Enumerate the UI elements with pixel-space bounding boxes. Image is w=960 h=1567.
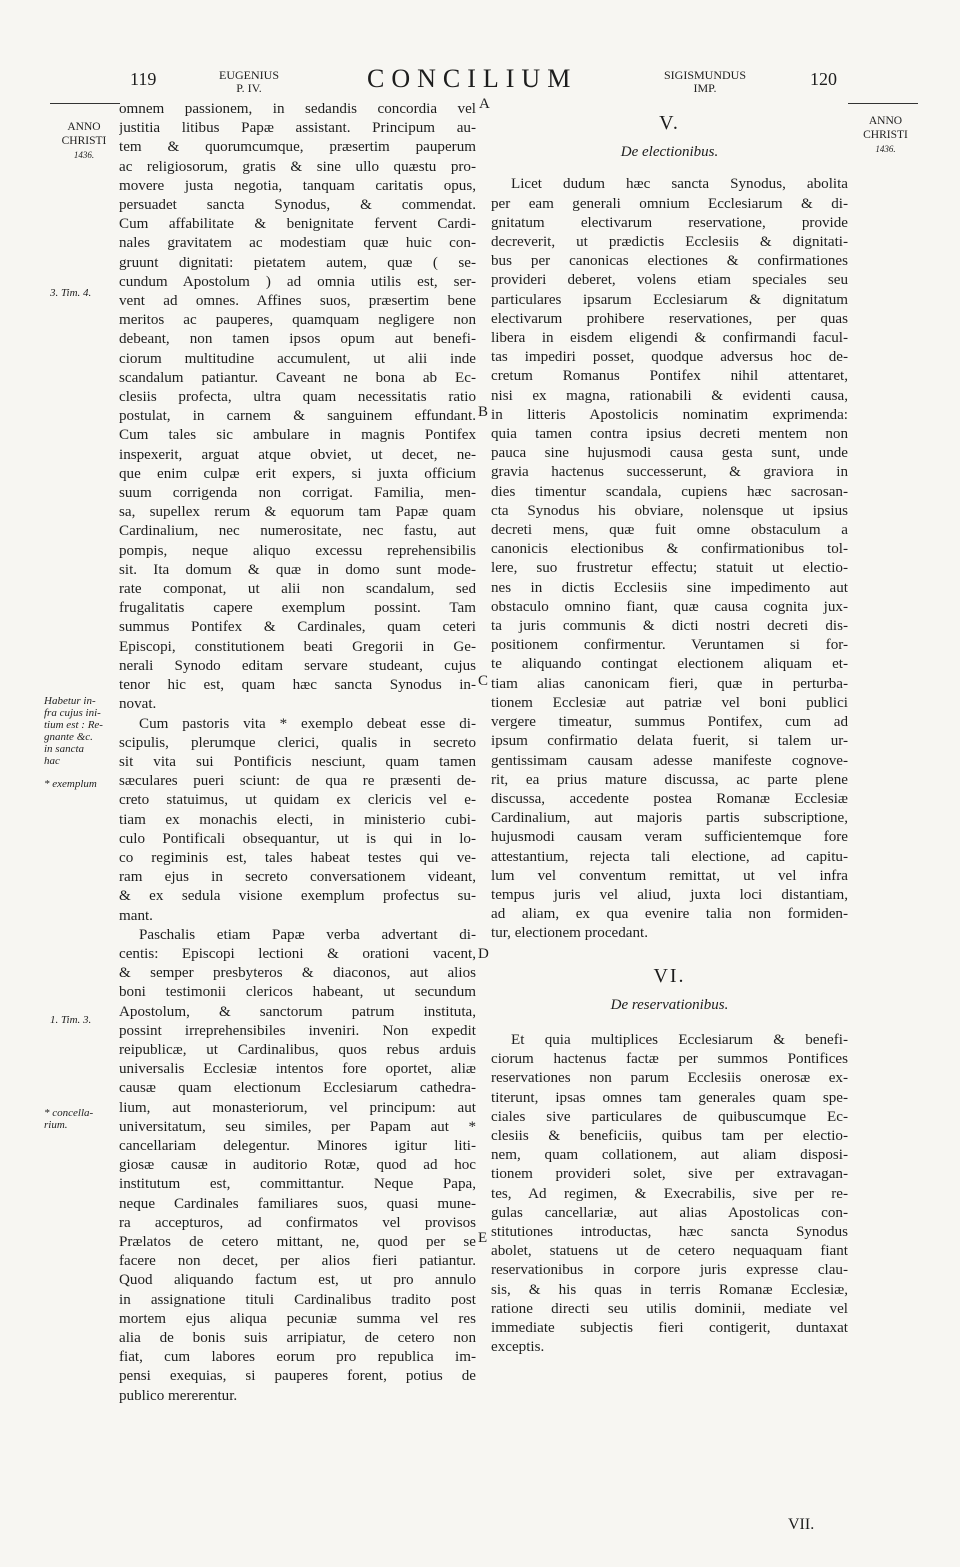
text-line: pauca sine hujusmodi causa gesta sunt, unde: [491, 445, 848, 462]
section-letter-e: E: [478, 1230, 488, 1246]
text-line: suum corrigenda non corrigat. Familia, men-: [119, 485, 476, 502]
text-line: gulas cancellariæ, aut alias Apostolicas con-: [491, 1204, 848, 1221]
text-line: stitutiones introductas, hæc sancta Synodus: [491, 1223, 848, 1240]
year-note-right-line: CHRISTI: [863, 129, 908, 141]
text-line: vent ad omnes. Affines suos, præsertim bene: [119, 293, 476, 310]
catchword: VII.: [788, 1516, 815, 1533]
text-line: ra accepturos, ad confirmatos vel provisos: [119, 1214, 476, 1231]
header-rule-right: [848, 103, 918, 104]
text-line: pompis, neque aliquo excessu reprehensibilis: [119, 542, 476, 559]
text-line: causæ quam electionum Ecclesiarum cathedra-: [119, 1080, 476, 1097]
text-line: in litteris Apostolicis nominatim exprimenda:: [491, 406, 848, 423]
text-line: Licet dudum hæc sancta Synodus, abolita: [511, 176, 848, 193]
section-vi-text: [491, 1031, 848, 1357]
text-line: & semper presbyteros & diaconos, aut alios: [119, 965, 476, 982]
year-note-left-line: CHRISTI: [61, 135, 107, 147]
right-column: [491, 100, 848, 1357]
text-line: giosæ causæ in auditorio Rotæ, quod ad hoc: [119, 1157, 476, 1174]
text-line: ratione directi seu utilis dominii, mediate vel: [491, 1300, 848, 1317]
section-vi-title: De reservationibus.: [610, 996, 729, 1013]
running-head-left: [214, 69, 284, 95]
margin-note-concellarium: [44, 1107, 118, 1131]
text-line: titerunt, ipsas omnes tam generales quam spe-: [491, 1089, 848, 1106]
text-line: possint irreprehensibiles inveniri. Non expedit: [119, 1022, 476, 1039]
text-line: ram ejus in secreto conversationem videant,: [119, 869, 476, 886]
text-line: cancellariam delegentur. Minores igitur liti-: [119, 1137, 476, 1154]
margin-note-line: tium est : Re-: [44, 719, 103, 731]
page-title: CONCILIUM: [367, 64, 578, 93]
text-line: omnem passionem, in sedandis concordia vel: [119, 101, 476, 117]
text-line: universalis Ecclesiæ intentos fore oportet, aliæ: [119, 1061, 476, 1078]
text-line: cundum Apostolum ) ad omnia utilis est, ser-: [119, 273, 476, 290]
text-line: hujusmodi causam veram sufficientemque fore: [491, 829, 848, 846]
text-line: tas impediri posset, quodque adversus hoc de-: [491, 349, 848, 366]
margin-note-line: hac: [44, 755, 60, 767]
text-line: nerali Synodo editam servare studeant, cujus: [119, 657, 476, 674]
text-line: Et quia multiplices Ecclesiarum & benefi-: [511, 1031, 848, 1048]
text-line: frugalitatis capere exemplum possint. Tam: [119, 600, 476, 617]
text-line: tiam alias canonicam fieri, quæ in perturba-: [491, 675, 848, 692]
text-line: gnitatum electivarum reservatione, provide: [491, 214, 848, 231]
text-line: lium, aut monasteriorum, vel principum: aut: [119, 1099, 476, 1116]
year-note-right-line: ANNO: [868, 115, 903, 127]
text-line: sa, supellex rerum & equorum tam Papæ quam: [119, 504, 476, 521]
text-line: nales gravitatem ac modestiam quæ huic con-: [119, 235, 476, 252]
text-line: meritos ac pauperes, quamquam negligere non: [119, 312, 476, 329]
year-note-left-year: 1436.: [73, 150, 95, 160]
text-line: clesiis profecta, ultra quam necessitatis ratio: [119, 389, 476, 406]
text-line: electivarum prohibere reservationes, per quas: [491, 310, 848, 327]
text-line: scipulis, plerumque clerici, qualis in secreto: [119, 734, 476, 751]
text-line: vergere timeatur, summus Pontifex, cum ad: [491, 714, 848, 731]
text-line: neque Cardinales familiares suos, quasi mune-: [119, 1195, 476, 1212]
text-line: centis: Episcopi lectioni & orationi vacent,: [119, 945, 476, 962]
text-line: gruunt dignitati: pietatem autem, quæ ( se-: [119, 254, 476, 271]
text-line: sæculares pueri sciunt: de qua re præsenti de-: [119, 773, 476, 790]
text-line: ciales sive particulares de quibuscumque Ec-: [491, 1108, 848, 1125]
text-line: sit. Ita domum & quæ in domo sunt mode-: [119, 561, 476, 578]
page-number-left: 119: [130, 69, 157, 89]
text-line: tur, electionem procedant.: [491, 925, 648, 942]
running-head-right-line: SIGISMUNDUS: [663, 68, 746, 82]
text-line: tempus juris vel aliud, juxta loci distantiam,: [491, 886, 848, 903]
running-head-right-line: IMP.: [693, 81, 717, 95]
text-line: ta juris communis & dicti nostri decreti dis-: [491, 618, 848, 635]
text-line: Episcopi, constitutionem beati Gregorii in Ge-: [119, 638, 476, 655]
text-line: tionem Ecclesiæ aut patriæ vel boni publici: [491, 694, 848, 711]
text-line: ac religiosorum, gratis & sine ullo quæstu pro-: [119, 158, 476, 175]
text-line: tenor hic est, quam hæc sancta Synodus in-: [119, 677, 476, 694]
text-line: publico mererentur.: [119, 1387, 238, 1404]
section-vi-number: VI.: [653, 964, 686, 987]
text-line: abolet, statuens ut de cetero nequaquam fiant: [491, 1243, 848, 1260]
text-line: summus Pontifex & Cardinales, quam ceteri: [119, 619, 476, 636]
text-line: mant.: [119, 907, 153, 924]
text-line: provideri deberet, volens etiam speciales seu: [491, 272, 848, 289]
text-line: sis, & his quas in terris Romanæ Ecclesiæ,: [491, 1281, 848, 1298]
text-line: mortem ejus aliqua pecuniæ summa vel res: [119, 1310, 476, 1327]
margin-ref-tim-4: 3. Tim. 4.: [50, 287, 92, 299]
text-line: culo Pontificali obsequantur, ut is qui in lo-: [119, 830, 476, 847]
section-letter-b: B: [478, 404, 489, 420]
text-line: particulares ipsarum Ecclesiarum & dignitatum: [491, 291, 848, 308]
text-line: quia tamen contra ipsius decreti mentem non: [491, 426, 848, 443]
text-line: nisi ex magna, rationabili & evidenti causa,: [491, 387, 848, 404]
running-head-left-line: EUGENIUS: [219, 68, 279, 82]
text-line: postulat, in carnem & sanguinem effundant.: [119, 408, 476, 425]
text-line: Cum pastoris vita * exemplo debeat esse di-: [139, 715, 476, 732]
text-line: canonicis electionibus & confirmationibus tol-: [491, 541, 848, 558]
text-line: Cum affabilitate & benignitate fervent Cardi-: [119, 216, 476, 233]
text-line: Quod aliquando factum est, ut pro annulo: [119, 1272, 476, 1289]
year-note-left: [48, 120, 120, 162]
text-line: scandalum patiantur. Caveant ne bona ab Ec-: [119, 369, 476, 386]
section-v-title: De electionibus.: [620, 144, 719, 161]
text-line: Paschalis etiam Papæ verba advertant di-: [139, 926, 476, 943]
text-line: obstaculo omnino fiant, quæ causa cognita jux-: [491, 598, 848, 615]
text-line: movere justa negotia, tanquam caritatis opus,: [119, 177, 476, 194]
text-line: in assignatione tituli Cardinalibus tradito post: [119, 1291, 476, 1308]
text-line: discussa, accedente postea Romanæ Ecclesiæ: [491, 790, 848, 807]
text-line: bus per canonicas electiones & confirmationes: [491, 253, 848, 270]
year-note-left-line: ANNO: [67, 121, 101, 133]
text-line: decreti mens, quæ fuit omne obstaculum a: [491, 522, 848, 539]
margin-note-line: fra cujus ini-: [44, 707, 101, 719]
text-line: clesiis & beneficiis, quibus tam per electio-: [491, 1127, 848, 1144]
margin-note-gregory: [44, 695, 118, 767]
text-line: sit vita sui Pontificis nesciunt, quam tamen: [119, 753, 476, 770]
text-line: lum vel conventum remittat, ut vel infra: [491, 867, 848, 884]
left-column: [119, 100, 476, 1406]
margin-note-line: rium.: [44, 1119, 68, 1131]
margin-note-line: * concella-: [44, 1107, 94, 1119]
text-line: exceptis.: [491, 1339, 545, 1356]
text-line: ad aliam, ex qua evenire talia non formiden-: [491, 906, 848, 923]
text-line: gravia hactenus successerunt, & graviora in: [491, 464, 848, 481]
margin-note-line: in sancta: [44, 743, 85, 755]
running-head-right: [650, 69, 760, 95]
text-line: Cum tales sic ambulare in magnis Pontifex: [119, 427, 476, 444]
text-line: rit, ea prius mature discussa, ac parte plene: [491, 771, 848, 788]
text-line: tionem provideri solet, sive per extravagan-: [491, 1166, 848, 1183]
text-line: fiat, cum labores eorum pro republica im-: [119, 1349, 476, 1366]
text-line: novat.: [119, 696, 157, 713]
year-note-right-year: 1436.: [875, 144, 896, 154]
text-line: institutum est, committantur. Neque Papa,: [119, 1176, 476, 1193]
header-rule-left: [50, 103, 120, 104]
text-line: per eam generali omnium Ecclesiarum & di-: [491, 195, 848, 212]
text-line: debeant, non tamen ipsos opum aut benefi-: [119, 331, 476, 348]
text-line: ciorum hactenus factæ per summos Pontifices: [491, 1051, 848, 1068]
text-line: Cardinalium, aut majoris partis subscriptione,: [491, 810, 848, 827]
text-line: attestantium, rejecta tali electione, ad capitu-: [491, 848, 848, 865]
text-line: Cardinalium, nec numerositate, nec fastu, aut: [119, 523, 476, 540]
text-line: tiam ex monachis electi, in ministerio cubi-: [119, 811, 476, 828]
text-line: decreverit, ut prædictis Ecclesiis & dignitati-: [491, 234, 848, 251]
text-line: ciorum multitudine accumulent, ut alii inde: [119, 350, 476, 367]
text-line: dies timentur scandala, cupiens hæc sacrosan-: [491, 483, 848, 500]
margin-note-line: gnante &c.: [44, 731, 93, 743]
text-line: libera in eisdem eligendi & confirmandi facul-: [491, 330, 848, 347]
text-line: facere non decet, per alios fieri patiantur.: [119, 1253, 476, 1270]
text-line: nem, quam collationem, aut aliam disposi-: [491, 1147, 848, 1164]
text-line: & ex sedula visione exemplum profectus su-: [119, 888, 476, 905]
text-line: nes in dictis Ecclesiis sine impedimento aut: [491, 579, 848, 596]
text-line: positionem confirmentur. Veruntamen si for-: [491, 637, 848, 654]
text-line: pensi exequias, si pauperes forent, potius de: [119, 1368, 476, 1385]
margin-note-line: Habetur in-: [44, 695, 96, 707]
text-line: immediate subjectis fieri contigerit, duntaxat: [491, 1319, 848, 1336]
section-letter-a: A: [479, 96, 490, 112]
text-line: que enim culpæ erit expers, si juxta officium: [119, 465, 476, 482]
section-v-text: [491, 175, 848, 943]
section-v-number: V.: [659, 112, 680, 134]
text-line: creto statuimus, ut quidam ex clericis vel e-: [119, 792, 476, 809]
text-line: cretum Romanus Pontifex nihil attentaret,: [491, 368, 848, 385]
text-line: co regiminis est, tales habeat testes qui ve-: [119, 849, 476, 866]
text-line: lere, suo frustretur effectu; statuit ut electio-: [491, 560, 848, 577]
text-line: reservationes non parum Ecclesiis onerosæ ex-: [491, 1070, 848, 1087]
text-line: reservationibus in corpore juris expresse clau-: [491, 1262, 848, 1279]
text-line: universitatum, seu similes, per Papam aut *: [119, 1118, 476, 1135]
page-number-right: 120: [810, 69, 837, 89]
text-line: inspexerit, arguat atque obviet, ut decet, ne-: [119, 446, 476, 463]
section-letter-d: D: [478, 946, 489, 962]
section-letter-c: C: [478, 673, 489, 689]
text-line: gentissimam causam adesse manifeste cognove-: [491, 752, 848, 769]
running-head-left-line: P. IV.: [236, 81, 262, 95]
text-line: persuadet sancta Synodus, & commendat.: [119, 197, 476, 214]
text-line: rate componat, ut alii non scandalum, sed: [119, 581, 476, 598]
text-line: tem & quorumcumque, præsertim pauperum: [119, 139, 476, 156]
margin-ref-tim-3: 1. Tim. 3.: [50, 1014, 92, 1026]
text-line: alia de bonis suis arripiatur, de cetero non: [119, 1330, 476, 1346]
text-line: te aliquando contingat electionem aliquam et-: [491, 656, 848, 673]
text-line: ipsum confirmatio delata fuerit, si talem ur-: [491, 733, 848, 750]
text-line: Apostolum, & sanctorum patrum instituta,: [119, 1003, 476, 1020]
year-note-right: [848, 114, 923, 156]
text-line: tes, Ad regimen, & Execrabilis, sive per re-: [491, 1185, 848, 1202]
margin-note-exemplum: * exemplum: [44, 778, 97, 790]
text-line: reipublicæ, ut Cardinalibus, quos rebus arduis: [119, 1041, 476, 1058]
text-line: justitia litibus Papæ assistant. Principum au-: [119, 120, 476, 137]
text-line: Prælatos de cetero mittant, ne, quod per se: [119, 1233, 476, 1250]
text-line: boni testimonii clericos habeant, ut secundum: [119, 984, 476, 1001]
text-line: cta Synodus his obviare, nolensque ut ipsius: [491, 502, 848, 519]
